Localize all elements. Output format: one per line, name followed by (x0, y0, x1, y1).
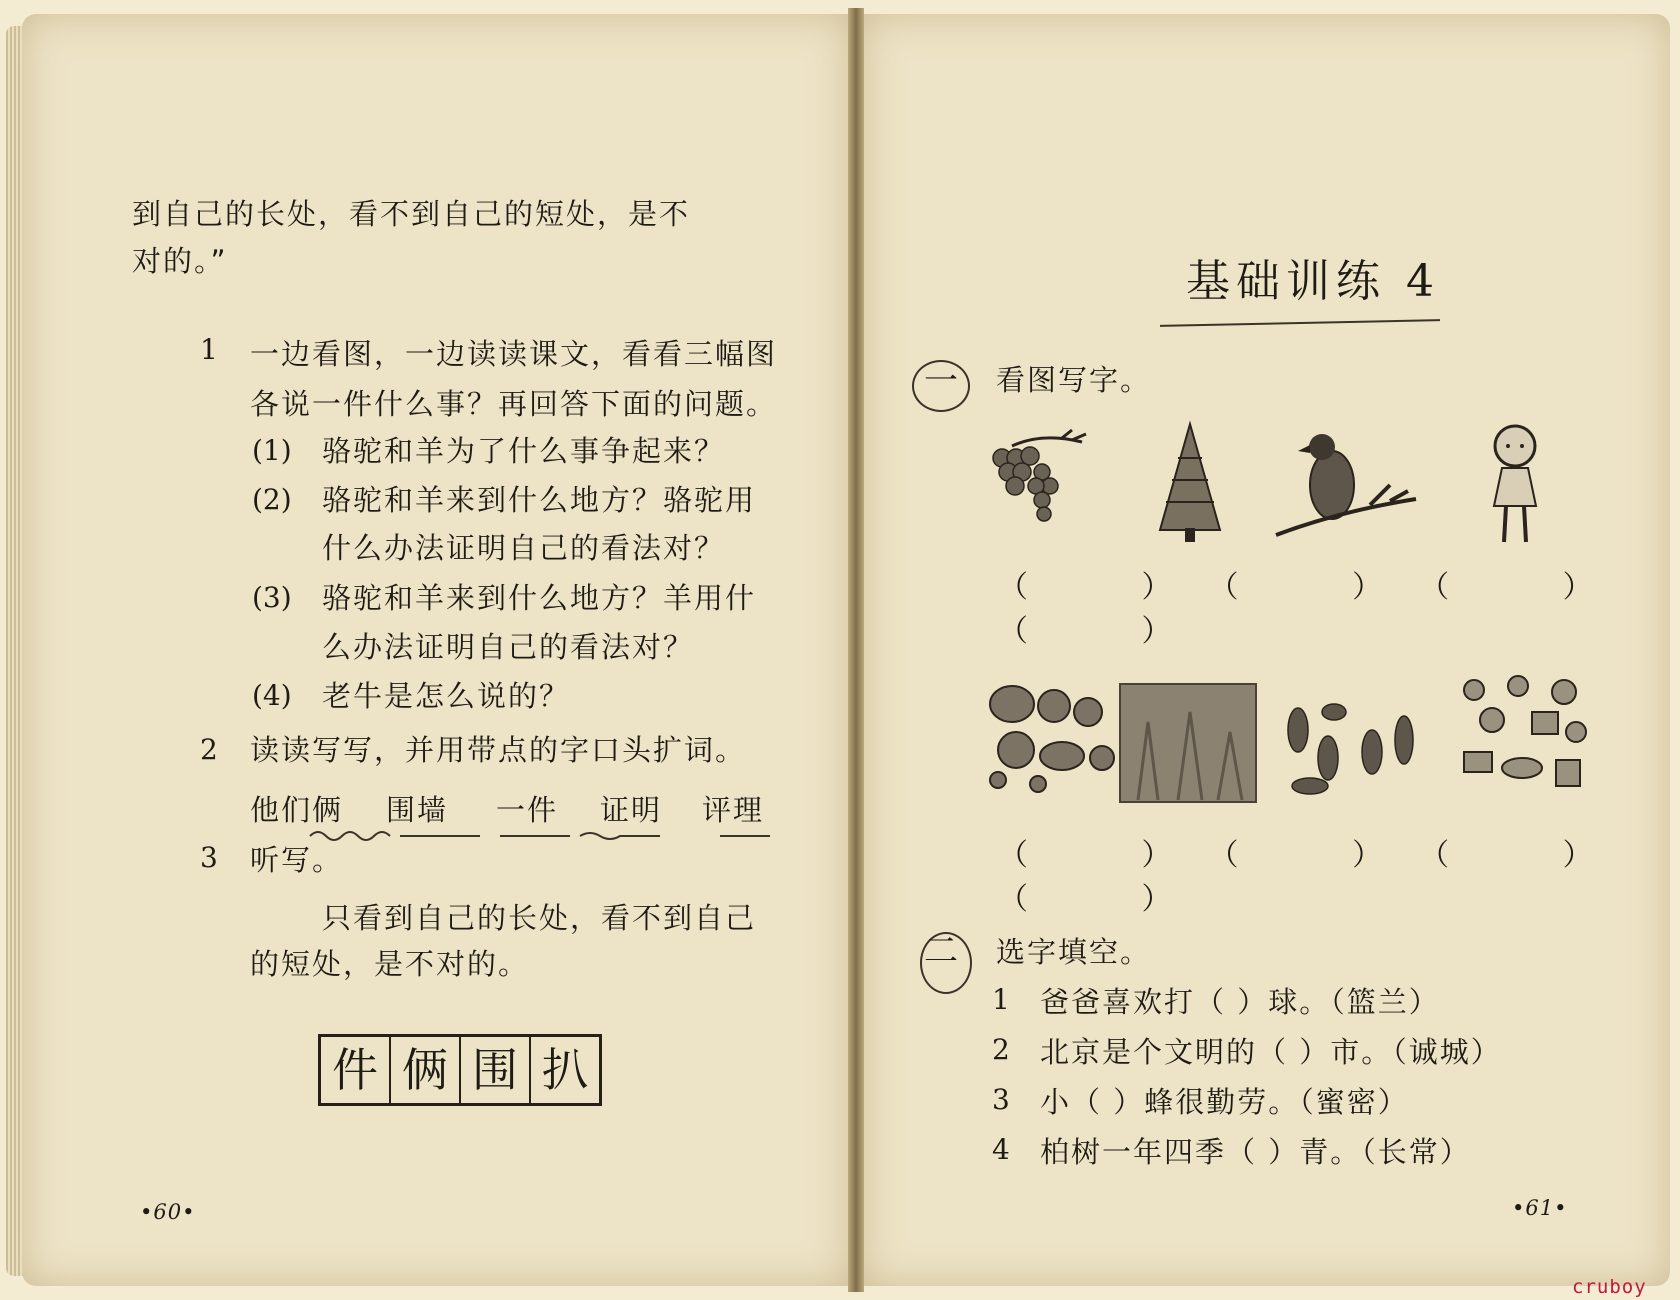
question-2-number: (2) (252, 483, 292, 516)
vocab-word-5: 评理 (702, 793, 765, 827)
vocab-word-3: 一件 (496, 793, 559, 827)
picture-answer-blanks-row-2: （ ）（ ）（ ）（ ） (998, 838, 1645, 917)
char-box-2: 俩 (391, 1037, 461, 1103)
handwritten-underline (250, 828, 780, 844)
question-3-number: (3) (252, 581, 292, 614)
watermark-text: cruboy (1572, 1276, 1647, 1298)
fill-item-4-number: 4 (992, 1133, 1010, 1166)
vocab-word-4: 证明 (600, 793, 663, 827)
vocab-word-1: 他们俩 (250, 793, 344, 827)
dictation-line-2: 的短处，是不对的。 (250, 947, 530, 981)
fill-item-1-number: 1 (992, 983, 1010, 1016)
left-top-line-1: 到自己的长处，看不到自己的短处，是不 (132, 197, 691, 231)
question-2-line-1: 骆驼和羊来到什么地方？骆驼用 (322, 483, 757, 517)
section-1-label: 看图写字。 (996, 363, 1152, 397)
picture-answer-blanks-row-1: （ ）（ ）（ ）（ ） (998, 570, 1645, 649)
left-top-line-2: 对的。” (132, 244, 228, 278)
left-page-number: •60• (140, 1200, 196, 1224)
doll-picture-icon (1480, 420, 1550, 550)
exercise-3-number: 3 (200, 841, 218, 874)
birds-picture-icon (1280, 690, 1420, 806)
bird-picture-icon (1270, 425, 1420, 545)
dictation-line-1: 只看到自己的长处，看不到自己 (322, 901, 757, 935)
fill-item-3-text: 小（ ）蜂很勤劳。（蜜密） (1040, 1085, 1409, 1119)
vocab-word-2: 围墙 (386, 793, 449, 827)
char-box-4: 扒 (542, 1043, 588, 1097)
exercise-2-number: 2 (200, 733, 218, 766)
exercise-1-line-1: 一边看图，一边读读课文，看看三幅图 (250, 337, 778, 371)
forest-picture-icon (1118, 682, 1258, 804)
fill-item-2-number: 2 (992, 1033, 1010, 1066)
question-3-line-2: 么办法证明自己的看法对？ (322, 630, 695, 664)
grapes-picture-icon (972, 428, 1112, 548)
char-box-1: 件 (321, 1037, 391, 1103)
fruits-picture-icon (976, 676, 1126, 796)
right-page-number: •61• (1512, 1196, 1568, 1220)
fill-item-2-text: 北京是个文明的（ ）市。（诚城） (1040, 1035, 1502, 1069)
question-2-line-2: 什么办法证明自己的看法对？ (322, 531, 726, 565)
question-1-text: 骆驼和羊为了什么事争起来？ (322, 434, 726, 468)
fill-item-1-text: 爸爸喜欢打（ ）球。（篮兰） (1040, 985, 1440, 1019)
character-practice-boxes (318, 1034, 602, 1106)
book-gutter (848, 8, 864, 1292)
question-4-number: (4) (252, 679, 292, 712)
char-box-3: 围 (461, 1037, 531, 1103)
section-2-marker: 二 (924, 931, 960, 971)
exercise-3-text: 听写。 (250, 843, 344, 877)
fill-item-3-number: 3 (992, 1083, 1010, 1116)
question-1-number: (1) (252, 434, 292, 467)
toys-picture-icon (1452, 672, 1592, 796)
question-4-text: 老牛是怎么说的？ (322, 679, 571, 713)
section-1-marker: 一 (924, 361, 960, 401)
exercise-title: 基础训练 4 (1186, 256, 1440, 307)
exercise-1-line-2: 各说一件什么事？再回答下面的问题。 (250, 387, 778, 421)
tree-picture-icon (1150, 420, 1230, 545)
section-2-label: 选字填空。 (996, 935, 1152, 969)
fill-item-4-text: 柏树一年四季（ ）青。（长常） (1040, 1135, 1471, 1169)
exercise-2-text: 读读写写，并用带点的字口头扩词。 (250, 733, 747, 767)
question-3-line-1: 骆驼和羊来到什么地方？羊用什 (322, 581, 757, 615)
exercise-1-number: 1 (200, 333, 218, 366)
